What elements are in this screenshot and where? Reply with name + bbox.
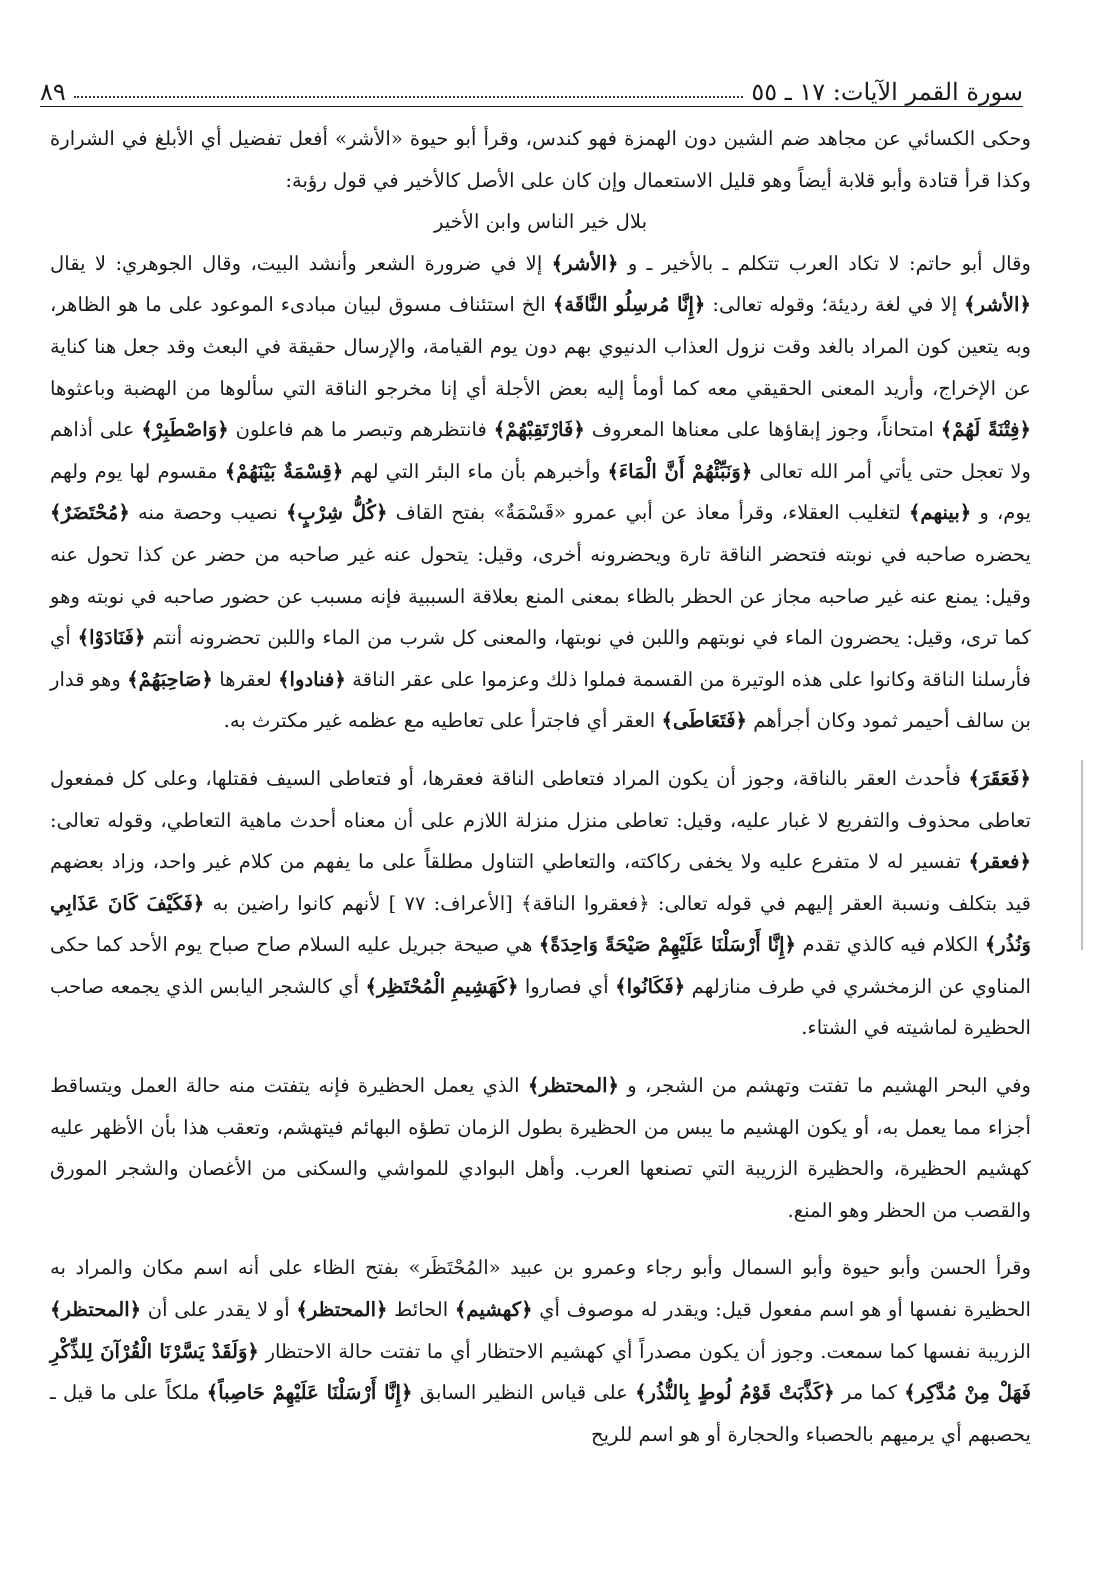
text-run: وحكى الكسائي عن مجاهد ضم الشين دون الهمزة فهو كندس، وقرأ أبو حيوة «الأشر» أفعل تفضيل أي الأبلغ في الشرارة وكذا قرأ قتادة وأبو قلابة أيضاً وهو قليل الاستعمال وإن كان على الأصل كالأخير في قول رؤبة: [50, 127, 1031, 192]
text-run: على أذاهم ولا تعجل حتى يأتي أمر الله تعالى [50, 418, 1031, 483]
text-run: بلال خير الناس وابن الأخير [433, 210, 648, 234]
header-title: سورة القمر الآيات: ١٧ ـ ٥٥ [751, 78, 1023, 106]
text-run: أو لا يقدر على أن [141, 1298, 297, 1322]
text-run: وفي البحر الهشيم ما تفتت وتهشم من الشجر، و [619, 1074, 1031, 1098]
text-run: الذي يعمل الحظيرة فإنه يتفتت منه حالة العمل ويتساقط أجزاء مما يعمل به، أو يكون الهشيم ما يبس من الحظيرة بطول الزمان تطؤه البهائم فيتهشم، وتعقب هذا بأن الأظهر عليه كهشيم الحظيرة، والحظيرة الزريبة التي تصنعها العرب. وأهل البوادي للمواشي والسكنى من الأغصان والشجر المورق والقصب من الحظر وهو المنع. [50, 1074, 1031, 1222]
text-run: [الأعراف: ٧٧ ] لأنهم كانوا راضين به [204, 891, 521, 915]
quran-quote: ﴿فعقر﴾ [968, 850, 1031, 874]
text-run: كما مر [834, 1381, 905, 1405]
text-run: العقر أي فاجترأ على تعاطيه مع عظمه غير مكترث به. [223, 709, 662, 733]
quran-quote: ﴿كَهَشِيمِ الْمُحْتَظِر﴾ [365, 974, 519, 998]
paragraph-5 [50, 1247, 1031, 1455]
quran-quote: ﴿كهشيم﴾ [454, 1298, 533, 1322]
header-dot-leader [74, 96, 744, 98]
text-run: فأحدث العقر بالناقة، وجوز أن يكون المراد فتعاطى الناقة فعقرها، أو فتعاطى السيف فقتلها، وعلى كل فمفعول تعاطى محذوف والتفريع لا غبار عليه، وقيل: تعاطى منزل منزلة اللازم على أن معناه أحدث ماهية التعاطي، وقوله تعالى: [50, 766, 1031, 832]
quran-quote: ﴿الأشر﴾ [551, 251, 619, 275]
quran-quote: ﴿فِتْنَةً لَهُمْ﴾ [940, 418, 1032, 442]
paragraph-2 [50, 243, 1031, 742]
text-run: الكلام فيه كالذي تقدم [796, 933, 985, 957]
text-run: أي كالشجر اليابس الذي يجمعه صاحب الحظيرة لماشيته في الشتاء. [50, 974, 1031, 1040]
quran-quote: ﴿المحتظر﴾ [527, 1074, 620, 1098]
quran-quote: ﴿بينهم﴾ [908, 501, 972, 525]
text-run: الحائط [387, 1298, 455, 1322]
running-header [40, 66, 1023, 107]
scan-edge-mark [1081, 760, 1083, 950]
text-run: هي صيحة جبريل عليه السلام صاح صباح يوم الأحد كما حكى المناوي عن الزمخشري في طرف منازلهم [50, 933, 1031, 998]
quran-quote: ﴿فَتَعَاطَى﴾ [661, 709, 748, 733]
quran-quote: ﴿كَذَّبَتْ قَوْمُ لُوطٍ بِالنُّذُر﴾ [635, 1381, 835, 1405]
quran-quote: ﴿المحتظر﴾ [50, 1298, 142, 1322]
text-run: الخ استئناف مسوق لبيان مبادىء الموعود على ما هو الظاهر، وبه يتعين كون المراد بالغد وقت نزول العذاب الدنيوي بهم دون يوم القيامة، والإرسال حقيقة في البعث وقد جعل هنا كناية عن الإخراج، وأريد المعنى الحقيقي معه كما أومأ إليه بعض الأجلة أي إنا مخرجو الناقة التي سألوها من الهضبة وباعثوها [50, 293, 1031, 400]
quran-quote: ﴿فَكَانُوا﴾ [615, 974, 686, 998]
text-run: أي فصاروا [518, 974, 616, 998]
quran-quote: ﴿فنادوا﴾ [278, 667, 346, 691]
text-run: فانتظرهم وتبصر ما هم فاعلون [228, 418, 494, 442]
quran-quote: ﴿فَكَيْفَ كَانَ عَذَابِي وَنُذُر﴾ [50, 891, 1031, 957]
quran-quote: ﴿إِنَّا أَرْسَلْنَا عَلَيْهِمْ حَاصِباً﴾ [206, 1381, 413, 1405]
quran-quote: ﴿قِسْمَةٌ بَيْنَهُمْ﴾ [224, 459, 344, 483]
paragraph-4 [50, 1065, 1031, 1231]
quran-quote: ﴿فَنَادَوْا﴾ [77, 626, 146, 650]
text-run: يحضره صاحبه في نوبته فتحضر الناقة تارة ويحضرونه أخرى، وقيل: يتحول عنه غير صاحبه من حضر عن كذا تحول عنه وقيل: يمنع عنه غير صاحبه مجاز عن الحظر بالظاء بمعنى المنع بعلاقة السببية فإنه مسبب عن حضور صاحبه في نوبته وهو كما ترى، وقيل: يحضرون الماء في نوبتهم واللبن في نوبتها، والمعنى كل شرب من الماء واللبن تحضرونه أنتم [50, 542, 1032, 650]
text-run: لعقرها [212, 667, 279, 691]
quran-quote: ﴿فَارْتَقِبْهُمْ﴾ [493, 418, 585, 442]
quran-quote: ﴿مُحْتَضَرٌ﴾ [50, 501, 130, 525]
text-run: نصيب وحصة منه [129, 501, 286, 525]
text-run: مقسوم لها يوم ولهم يوم، و [50, 459, 1032, 525]
text-run: وأخبرهم بأن ماء البئر التي لهم [343, 459, 608, 483]
quran-quote: ﴿إِنَّا مُرسِلُو النَّاقَة﴾ [552, 293, 706, 317]
text-run: ﴿فعقروا الناقة﴾ [520, 891, 650, 915]
page-number: ٨٩ [40, 78, 66, 106]
text-run: أي فأرسلنا الناقة وكانوا على هذه الوتيرة من القسمة فملوا ذلك وعزموا على عقر الناقة [50, 626, 1032, 691]
quran-quote: ﴿كُلُّ شِرْبٍ﴾ [285, 501, 388, 525]
page-body [50, 118, 1031, 1455]
text-run: لتغليب العقلاء، وقرأ معاذ عن أبي عمرو «قَسْمَةٌ» بفتح القاف [387, 501, 909, 525]
text-run: وقرأ الحسن وأبو حيوة وأبو السمال وأبو رجاء وعمرو بن عبيد «المُحْتَظَر» بفتح الظاء على أنه اسم مكان والمراد به الحظيرة نفسها أو هو اسم مفعول قيل: ويقدر له موصوف أي [50, 1256, 1031, 1322]
quran-quote: ﴿صَاحِبَهُمْ﴾ [127, 667, 213, 691]
text-run: ملكاً على ما قيل ـ يحصبهم أي يرميهم بالحصباء والحجارة أو هو اسم للريح [50, 1381, 1031, 1446]
text-run: إلا في ضرورة الشعر وأنشد البيت، وقال الجوهري: لا يقال [50, 251, 552, 275]
text-run: تفسير له لا متفرع عليه ولا يخفى ركاكته، والتعاطي التناول مطلقاً على ما يفهم من كلام غير واحد، وزاد بعضهم قيد بتكلف ونسبة العقر إليهم في قوله تعالى: [50, 850, 1031, 915]
text-run: وقال أبو حاتم: لا تكاد العرب تتكلم ـ بالأخير ـ و [618, 251, 1031, 275]
text-run: وهو قدار بن سالف أحيمر ثمود وكان أجرأهم [50, 667, 1031, 733]
text-run: امتحاناً، وجوز إبقاؤها على معناها المعروف [584, 418, 941, 442]
quran-quote: ﴿وَنَبِّئْهُمْ أَنَّ الْمَاءَ﴾ [607, 459, 753, 483]
poetry-verse [50, 201, 1031, 243]
paragraph-1 [50, 118, 1031, 201]
quran-quote: ﴿فَعَقَرَ﴾ [968, 766, 1031, 790]
quran-quote: ﴿إِنَّا أَرْسَلْنَا عَلَيْهِمْ صَيْحَةً وَاحِدَةً﴾ [538, 933, 797, 957]
quran-quote: ﴿وَلَقَدْ يَسَّرْنَا الْقُرْآنَ لِلذِّكْرِ فَهَلْ مِنْ مُدَّكِر﴾ [50, 1339, 1031, 1405]
quran-quote: ﴿الأشر﴾ [964, 293, 1031, 317]
quran-quote: ﴿وَاصْطَبِرْ﴾ [141, 418, 229, 442]
text-run: الزريبة نفسها كما سمعت. وجوز أن يكون مصدراً أي كهشيم الاحتظار أي ما تفتت حالة الاحتظار [258, 1339, 1031, 1363]
text-run: على قياس النظير السابق [412, 1381, 636, 1405]
paragraph-3 [50, 758, 1031, 1049]
text-run: إلا في لغة رديئة؛ وقوله تعالى: [705, 293, 965, 317]
quran-quote: ﴿المحتظر﴾ [296, 1298, 388, 1322]
